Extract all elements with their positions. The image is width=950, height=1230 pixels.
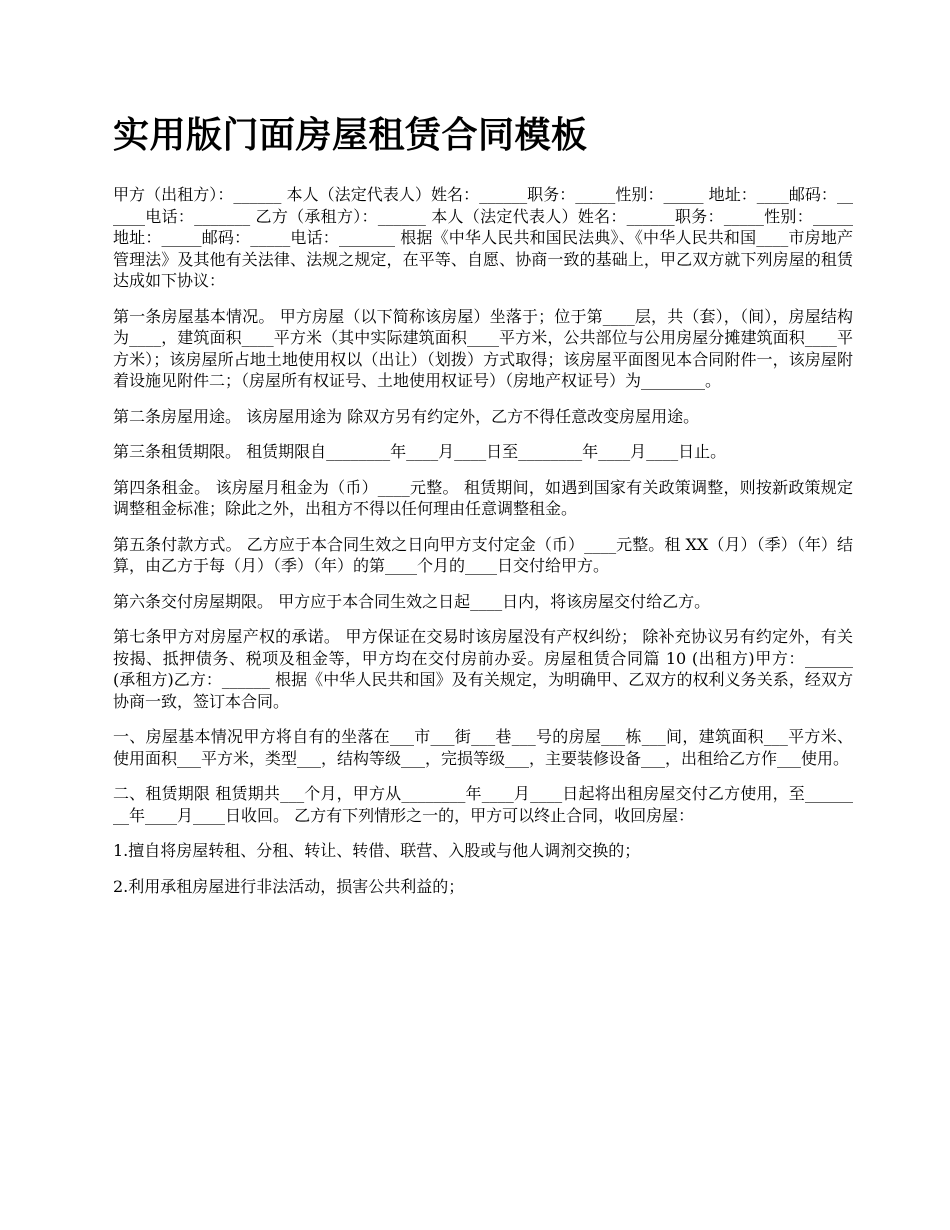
article-7-paragraph: 第七条甲方对房屋产权的承诺。 甲方保证在交易时该房屋没有产权纠纷； 除补充协议另有约定外，有关按揭、抵押债务、税项及租金等，甲方均在交付房前办妥。房屋租赁合同篇 10 (出租方)甲方：______ (承租方)乙方：______ 根据《中华人民共和国》及有关规定，为明确甲、乙双方的权利义务关系，经双方协商一致，签订本合同。 [113, 627, 853, 711]
article-4-paragraph: 第四条租金。 该房屋月租金为（币）____元整。 租赁期间，如遇到国家有关政策调整，则按新政策规定调整租金标准；除此之外，出租方不得以任何理由任意调整租金。 [113, 477, 853, 518]
document-page [113, 112, 853, 911]
list-item-2: 2.利用承租房屋进行非法活动，损害公共利益的； [113, 876, 465, 896]
document-title: 实用版门面房屋租赁合同模板 [113, 114, 588, 156]
section-1-paragraph: 一、房屋基本情况甲方将自有的坐落在___市___街___巷___号的房屋___栋___间，建筑面积___平方米、使用面积___平方米，类型___，结构等级___，完损等级___，主要装修设备___，出租给乙方作___使用。 [113, 727, 853, 768]
article-1-paragraph: 第一条房屋基本情况。 甲方房屋（以下简称该房屋）坐落于；位于第____层，共（套），（间），房屋结构为____，建筑面积____平方米（其中实际建筑面积____平方米，公共部位与公用房屋分摊建筑面积____平方米）；该房屋所占地土地使用权以（出让）（划拨）方式取得；该房屋平面图见本合同附件一，该房屋附着设施见附件二；（房屋所有权证号、土地使用权证号）（房地产权证号）为________。 [113, 306, 853, 390]
section-2-paragraph: 二、租赁期限 租赁期共___个月，甲方从________年____月____日起将出租房屋交付乙方使用，至________年____月____日收回。 乙方有下列情形之一的，甲方可以终止合同，收回房屋： [113, 784, 853, 825]
article-3-paragraph: 第三条租赁期限。 租赁期限自________年____月____日至________年____月____日止。 [113, 442, 727, 461]
article-2-paragraph: 第二条房屋用途。 该房屋用途为 除双方另有约定外，乙方不得任意改变房屋用途。 [113, 406, 700, 426]
list-item-1: 1.擅自将房屋转租、分租、转让、转借、联营、入股或与他人调剂交换的； [113, 841, 641, 860]
article-5-paragraph: 第五条付款方式。 乙方应于本合同生效之日向甲方支付定金（币）____元整。租 XX（月）（季）（年）结算，由乙方于每（月）（季）（年）的第____个月的____日交付给甲方。 [113, 534, 853, 575]
parties-paragraph: 甲方（出租方）：______ 本人（法定代表人）姓名：______职务：_____性别：_____ 地址：____邮码：______电话：_______ 乙方（承租方）：______ 本人（法定代表人）姓名：______职务：_____性别：_____ 地址：_____邮码：_____电话：_______ 根据《中华人民共和国民法典》、《中华人民共和国____市房地产管理法》及其他有关法律、法规之规定，在平等、自愿、协商一致的基础上，甲乙双方就下列房屋的租赁达成如下协议： [113, 185, 853, 290]
article-6-paragraph: 第六条交付房屋期限。 甲方应于本合同生效之日起____日内，将该房屋交付给乙方。 [113, 591, 711, 611]
